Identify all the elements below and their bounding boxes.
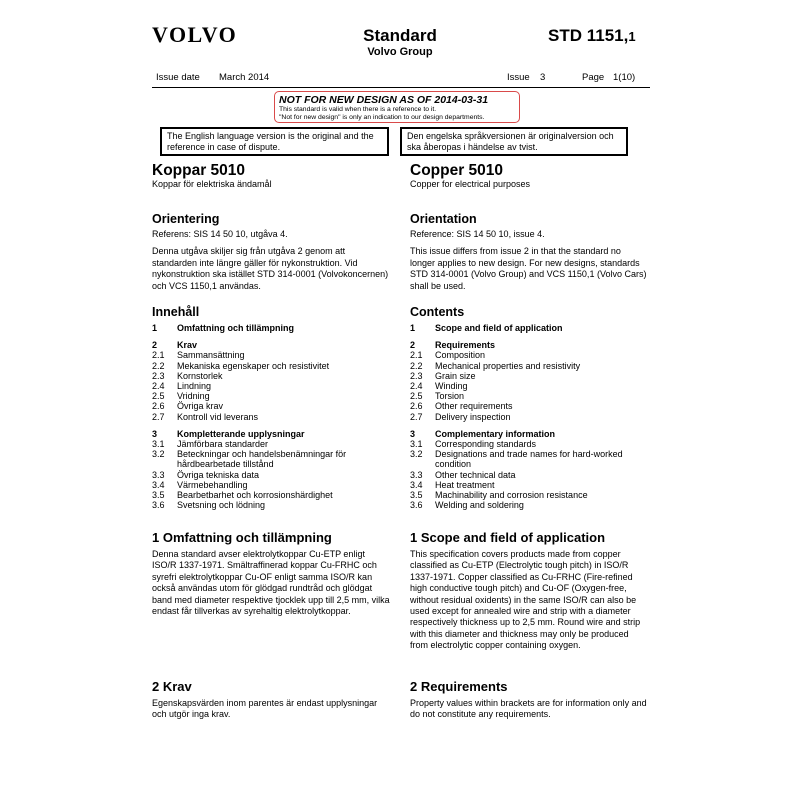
toc-item-title: Jämförbara standarder bbox=[177, 439, 269, 450]
english-sections bbox=[410, 530, 648, 652]
toc-item-title: Requirements bbox=[435, 340, 496, 351]
toc-item-number: 2.6 bbox=[410, 401, 423, 412]
language-note-sv: Den engelska språkversionen är originalversion och ska åberopas i händelse av tvist. bbox=[400, 127, 628, 156]
toc-item-number: 3 bbox=[410, 428, 416, 439]
toc-item-title: Omfattning och tillämpning bbox=[177, 323, 294, 334]
toc-item-title: Krav bbox=[177, 340, 198, 351]
toc-item bbox=[152, 361, 390, 371]
toc-item-title: Composition bbox=[435, 350, 486, 361]
toc-item bbox=[410, 350, 648, 360]
orientation-heading-sv: Orientering bbox=[152, 212, 220, 226]
toc-item-title: Kompletterande upplysningar bbox=[177, 428, 305, 439]
toc-item-title: Övriga tekniska data bbox=[177, 469, 260, 480]
toc-item bbox=[152, 480, 390, 490]
toc-item-title: Lindning bbox=[177, 381, 212, 392]
toc-item bbox=[152, 412, 390, 422]
toc-item-title: Machinability and corrosion resistance bbox=[435, 490, 588, 501]
toc-item bbox=[152, 470, 390, 480]
toc-item bbox=[152, 340, 390, 350]
contents-heading-en: Contents bbox=[410, 305, 465, 320]
toc-item bbox=[410, 429, 648, 439]
toc-item bbox=[152, 350, 390, 360]
orientation-reference-en: Reference: SIS 14 50 10, issue 4. bbox=[410, 229, 545, 239]
toc-item-number: 3.6 bbox=[410, 500, 423, 511]
toc-item-title: Corresponding standards bbox=[435, 439, 537, 450]
toc-item-number: 3.3 bbox=[152, 469, 165, 480]
toc-item bbox=[152, 500, 390, 510]
toc-item-title: Kontroll vid leverans bbox=[177, 411, 259, 422]
notice-line-2: "Not for new design" is only an indication to our design departments. bbox=[279, 114, 485, 121]
orientation-heading-en: Orientation bbox=[410, 212, 477, 226]
toc-item-title: Complementary information bbox=[435, 428, 556, 439]
orientation-reference-sv: Referens: SIS 14 50 10, utgåva 4. bbox=[152, 229, 288, 239]
toc-item-title: Designations and trade names for hard-worked condition bbox=[435, 449, 623, 470]
toc-en bbox=[410, 323, 648, 510]
toc-item-title: Bearbetbarhet och korrosionshärdighet bbox=[177, 490, 333, 501]
toc-item bbox=[410, 490, 648, 500]
toc-item-number: 2.4 bbox=[152, 381, 165, 392]
toc-item bbox=[410, 480, 648, 490]
toc-item bbox=[152, 401, 390, 411]
section-1-text-sv: Denna standard avser elektrolytkoppar Cu-ETP enligt ISO/R 1337-1971. Smältraffinerad koppar Cu-FRHC och syrefri elektrolytkoppar Cu-OF enligt samma ISO/R kan också användas utom för glödgad rundtråd och glödgat band med diameter respektive tjocklek upp till 2,5 mm, vilka endast får tillverkas av syrehaltig elektrolytkoppar. bbox=[152, 549, 390, 617]
toc-item-number: 3.1 bbox=[152, 439, 165, 450]
swedish-column bbox=[152, 162, 390, 510]
toc-item-title: Scope and field of application bbox=[435, 323, 563, 334]
contents-heading-sv: Innehåll bbox=[152, 305, 200, 320]
section-2-heading-en: 2 Requirements bbox=[410, 679, 508, 694]
toc-item bbox=[410, 449, 648, 469]
section-1-heading-en: 1 Scope and field of application bbox=[410, 530, 606, 545]
toc-item-number: 2.7 bbox=[410, 411, 423, 422]
toc-item bbox=[152, 323, 390, 333]
toc-item bbox=[152, 381, 390, 391]
orientation-text-sv: Denna utgåva skiljer sig från utgåva 2 genom att standarden inte längre gäller för nykonstruktion. Vid nykonstruktion ska istället STD 314-0001 (Volvokoncernen) och VCS 1150,1 användas. bbox=[152, 246, 389, 291]
toc-item bbox=[152, 391, 390, 401]
toc-item-number: 2.4 bbox=[410, 381, 423, 392]
toc-item-number: 3.5 bbox=[152, 490, 165, 501]
toc-item-number: 2.3 bbox=[152, 370, 165, 381]
issue-number: 3 bbox=[540, 72, 546, 83]
toc-item-title: Kornstorlek bbox=[177, 370, 223, 381]
toc-item bbox=[410, 470, 648, 480]
standard-number-suffix: 1 bbox=[628, 29, 636, 44]
toc-item-title: Other technical data bbox=[435, 469, 516, 480]
doc-title-sv: Koppar 5010 bbox=[152, 162, 246, 179]
swedish-sections bbox=[152, 530, 390, 617]
toc-item bbox=[152, 449, 390, 469]
doc-subtitle-sv: Koppar för elektriska ändamål bbox=[152, 179, 272, 189]
page-number: 1(10) bbox=[613, 72, 636, 83]
section-2-heading-sv: 2 Krav bbox=[152, 679, 192, 694]
toc-item-number: 3.6 bbox=[152, 500, 165, 511]
notice-line-1: This standard is valid when there is a reference to it. bbox=[279, 106, 437, 113]
toc-item-title: Vridning bbox=[177, 391, 210, 402]
standard-number-main: STD 1151, bbox=[548, 26, 629, 45]
toc-item-number: 2 bbox=[152, 340, 158, 351]
toc-item bbox=[410, 500, 648, 510]
toc-item-number: 2.7 bbox=[152, 411, 165, 422]
toc-item-number: 3.1 bbox=[410, 439, 423, 450]
organization: Volvo Group bbox=[367, 46, 433, 58]
toc-item-number: 2.1 bbox=[410, 350, 423, 361]
section-2-text-sv: Egenskapsvärden inom parentes är endast upplysningar och utgör inga krav. bbox=[152, 698, 378, 720]
toc-item bbox=[410, 371, 648, 381]
toc-item-number: 2.2 bbox=[410, 360, 423, 371]
english-section-2 bbox=[410, 679, 648, 721]
page-label: Page bbox=[582, 72, 605, 83]
section-1-heading-sv: 1 Omfattning och tillämpning bbox=[152, 530, 332, 545]
toc-item-number: 3.2 bbox=[410, 449, 423, 460]
toc-item-number: 2.5 bbox=[152, 391, 165, 402]
toc-sv bbox=[152, 323, 390, 510]
issue-date-label: Issue date bbox=[156, 72, 200, 83]
toc-item bbox=[410, 340, 648, 350]
toc-item-number: 2.1 bbox=[152, 350, 165, 361]
section-2-text-en: Property values within brackets are for information only and do not constitute any requirements. bbox=[410, 698, 647, 720]
toc-item bbox=[152, 490, 390, 500]
toc-item-number: 3 bbox=[152, 428, 158, 439]
language-note-en: The English language version is the original and the reference in case of dispute. bbox=[160, 127, 389, 156]
toc-item-number: 3.3 bbox=[410, 469, 423, 480]
toc-item-number: 3.4 bbox=[410, 479, 423, 490]
toc-item-title: Beteckningar och handelsbenämningar för hårdbearbetade tillstånd bbox=[177, 449, 347, 470]
toc-item-number: 2.3 bbox=[410, 370, 423, 381]
toc-item-number: 2.6 bbox=[152, 401, 165, 412]
toc-item bbox=[410, 361, 648, 371]
toc-item-title: Svetsning och lödning bbox=[177, 500, 266, 511]
toc-item bbox=[410, 391, 648, 401]
standard-number bbox=[548, 26, 636, 46]
issue-label: Issue bbox=[507, 72, 530, 83]
toc-item-title: Mekaniska egenskaper och resistivitet bbox=[177, 360, 330, 371]
issue-date: March 2014 bbox=[219, 72, 270, 83]
toc-item-number: 2 bbox=[410, 340, 416, 351]
toc-item-title: Grain size bbox=[435, 370, 476, 381]
toc-item-title: Mechanical properties and resistivity bbox=[435, 360, 581, 371]
toc-item bbox=[410, 412, 648, 422]
toc-item bbox=[410, 323, 648, 333]
english-column bbox=[410, 162, 648, 510]
toc-item-title: Winding bbox=[435, 381, 468, 392]
volvo-logo: VOLVO bbox=[152, 22, 238, 47]
toc-item-number: 2.2 bbox=[152, 360, 165, 371]
toc-item-title: Delivery inspection bbox=[435, 411, 511, 422]
orientation-text-en: This issue differs from issue 2 in that the standard no longer applies to new design. For new designs, standards STD 314-0001 (Volvo Group) and VCS 1150,1 (Volvo Cars) shall be used. bbox=[410, 246, 647, 291]
toc-item-title: Welding and soldering bbox=[435, 500, 524, 511]
toc-item-number: 2.5 bbox=[410, 391, 423, 402]
doc-title-en: Copper 5010 bbox=[410, 162, 504, 179]
toc-item-number: 3.4 bbox=[152, 479, 165, 490]
document-type: Standard bbox=[363, 26, 437, 45]
not-for-new-design-notice bbox=[274, 91, 520, 123]
toc-item bbox=[152, 371, 390, 381]
toc-item-title: Övriga krav bbox=[177, 401, 224, 412]
toc-item bbox=[410, 381, 648, 391]
toc-item-title: Heat treatment bbox=[435, 479, 495, 490]
toc-item-title: Sammansättning bbox=[177, 350, 245, 361]
toc-item bbox=[152, 439, 390, 449]
doc-subtitle-en: Copper for electrical purposes bbox=[410, 179, 531, 189]
toc-item-title: Torsion bbox=[435, 391, 465, 402]
toc-item-number: 1 bbox=[152, 323, 158, 334]
toc-item bbox=[410, 401, 648, 411]
toc-item bbox=[152, 429, 390, 439]
notice-heading: NOT FOR NEW DESIGN AS OF 2014-03-31 bbox=[279, 94, 489, 106]
toc-item-number: 1 bbox=[410, 323, 416, 334]
toc-item-number: 3.5 bbox=[410, 490, 423, 501]
section-1-text-en: This specification covers products made from copper classified as Cu-ETP (Electrolytic tough pitch) in ISO/R 1337-1971. Copper classified as Cu-FRHC (Fire-refined high conductive tough pitch) and Cu-OF (Oxygen-free, without residual oxidents) in the same ISO/R can also be used except for annealed wire and strip with a diameter respectively thickness up to 2,5 mm. Round wire and strip with this diameter and thickness may only be produced from electrolytic copper containing oxygen. bbox=[410, 549, 641, 651]
swedish-section-2 bbox=[152, 679, 390, 721]
toc-item-title: Other requirements bbox=[435, 401, 513, 412]
header-rule bbox=[152, 87, 650, 88]
toc-item-number: 3.2 bbox=[152, 449, 165, 460]
toc-item bbox=[410, 439, 648, 449]
toc-item-title: Värmebehandling bbox=[177, 479, 248, 490]
